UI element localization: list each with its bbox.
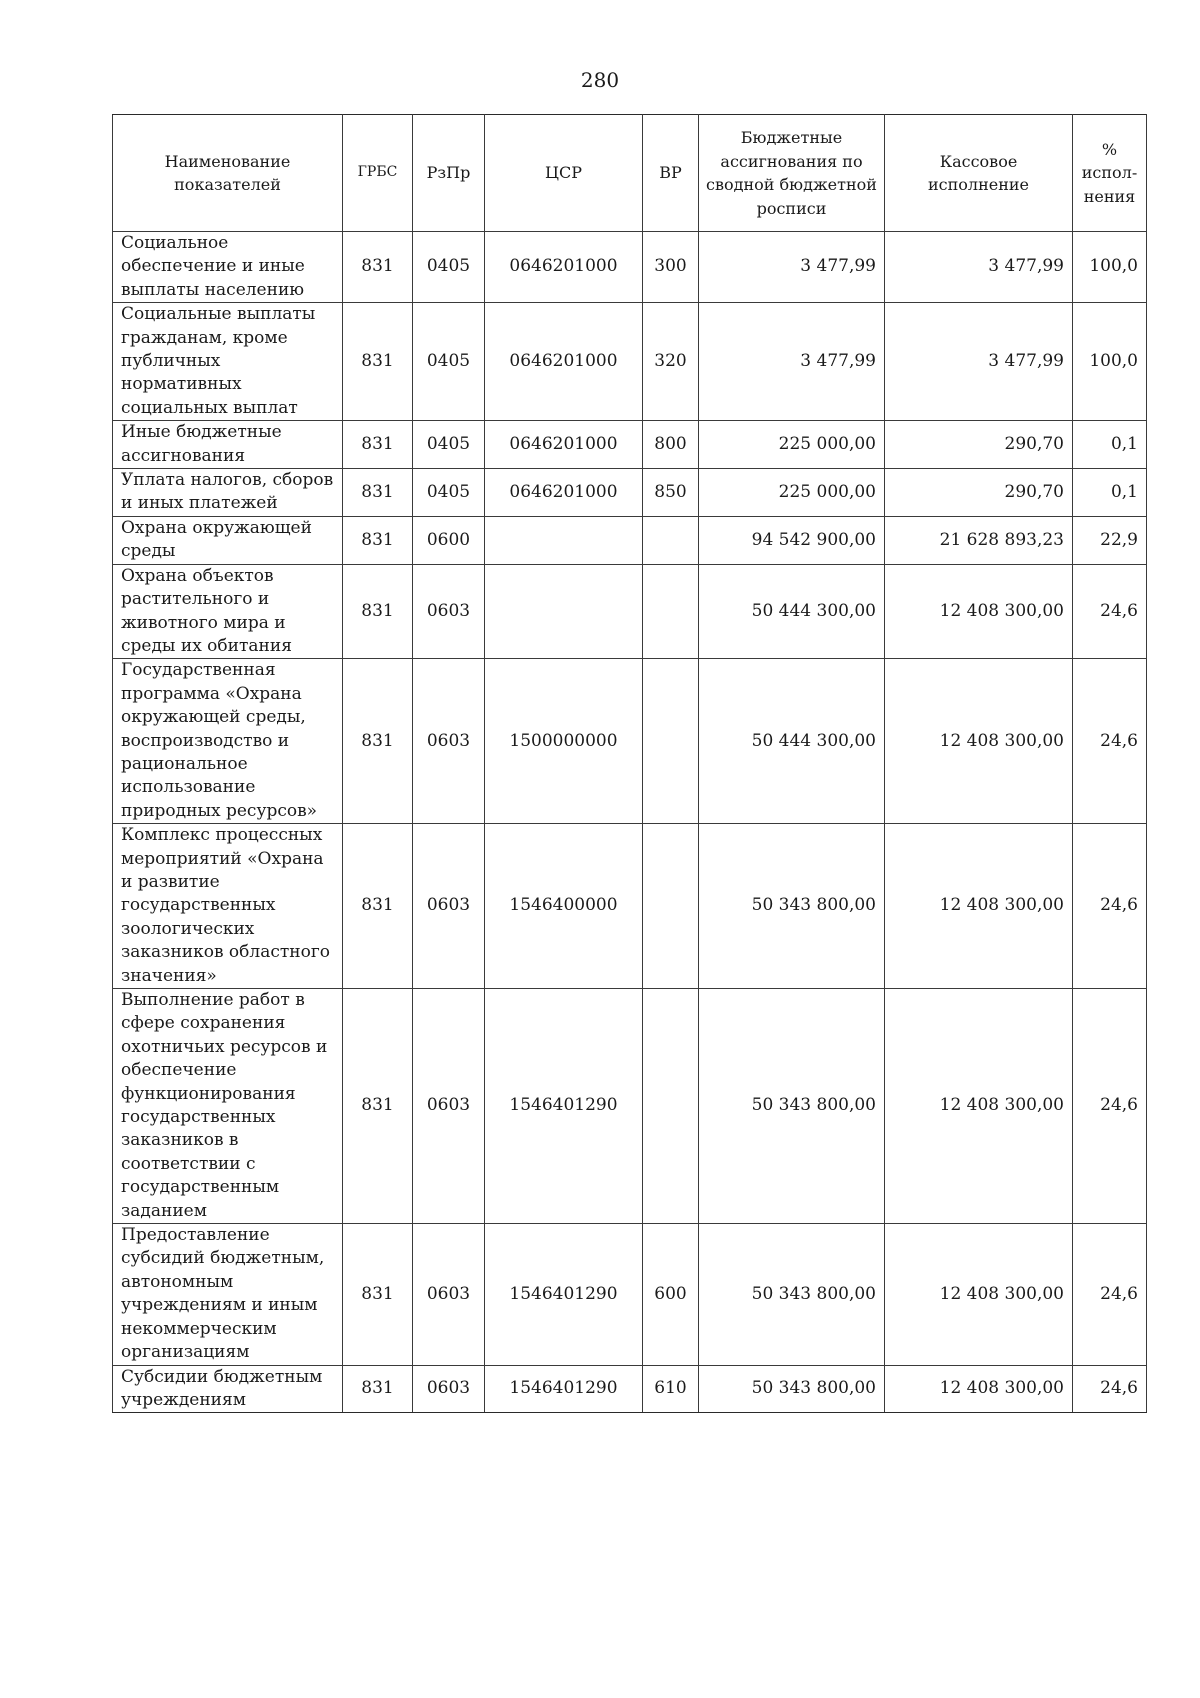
cell-grbs: 831 [343,421,413,469]
cell-cash-execution: 290,70 [885,469,1073,517]
cell-cash-execution: 12 408 300,00 [885,989,1073,1224]
cell-assignments: 225 000,00 [699,469,885,517]
table-row [113,469,1147,517]
cell-cash-execution: 12 408 300,00 [885,824,1073,989]
cell-rzpr: 0405 [413,232,485,303]
cell-percent-execution: 24,6 [1073,1224,1147,1365]
header-rzpr: РзПр [413,115,485,232]
cell-grbs: 831 [343,303,413,421]
cell-percent-execution: 100,0 [1073,303,1147,421]
cell-cash-execution: 3 477,99 [885,303,1073,421]
cell-csr: 0646201000 [485,469,643,517]
table-row [113,1365,1147,1413]
cell-grbs: 831 [343,232,413,303]
cell-grbs: 831 [343,516,413,564]
cell-vr: 610 [643,1365,699,1413]
table-row [113,1224,1147,1365]
table-row [113,421,1147,469]
cell-vr [643,989,699,1224]
cell-vr: 320 [643,303,699,421]
cell-csr: 1546401290 [485,1365,643,1413]
cell-rzpr: 0603 [413,989,485,1224]
cell-vr [643,516,699,564]
table-row [113,303,1147,421]
cell-grbs: 831 [343,659,413,824]
cell-csr: 0646201000 [485,303,643,421]
cell-vr: 300 [643,232,699,303]
cell-percent-execution: 0,1 [1073,421,1147,469]
cell-percent-execution: 22,9 [1073,516,1147,564]
table-row [113,564,1147,659]
cell-csr: 1546401290 [485,1224,643,1365]
cell-vr [643,659,699,824]
cell-assignments: 94 542 900,00 [699,516,885,564]
cell-percent-execution: 24,6 [1073,564,1147,659]
table-body [113,232,1147,1413]
cell-rzpr: 0603 [413,659,485,824]
cell-assignments: 50 343 800,00 [699,1365,885,1413]
cell-cash-execution: 12 408 300,00 [885,1224,1073,1365]
header-percent-execution: % испол-нения [1073,115,1147,232]
cell-cash-execution: 3 477,99 [885,232,1073,303]
cell-cash-execution: 12 408 300,00 [885,1365,1073,1413]
table-row [113,232,1147,303]
header-vr: ВР [643,115,699,232]
cell-percent-execution: 24,6 [1073,659,1147,824]
cell-csr: 0646201000 [485,232,643,303]
cell-name: Субсидии бюджетным учреждениям [113,1365,343,1413]
cell-cash-execution: 21 628 893,23 [885,516,1073,564]
cell-rzpr: 0600 [413,516,485,564]
cell-vr: 600 [643,1224,699,1365]
cell-rzpr: 0405 [413,469,485,517]
cell-percent-execution: 100,0 [1073,232,1147,303]
cell-grbs: 831 [343,564,413,659]
table-row [113,989,1147,1224]
cell-rzpr: 0405 [413,303,485,421]
table-row [113,516,1147,564]
cell-vr [643,824,699,989]
table-row [113,659,1147,824]
cell-assignments: 3 477,99 [699,303,885,421]
cell-name: Государственная программа «Охрана окружающей среды, воспроизводство и рациональное использование природных ресурсов» [113,659,343,824]
header-name: Наименование показателей [113,115,343,232]
page-number: 280 [580,68,620,92]
cell-name: Социальное обеспечение и иные выплаты населению [113,232,343,303]
header-grbs: ГРБС [343,115,413,232]
cell-name: Выполнение работ в сфере сохранения охотничьих ресурсов и обеспечение функционирования государственных заказников в соответствии с государственным заданием [113,989,343,1224]
cell-name: Охрана окружающей среды [113,516,343,564]
table-row [113,824,1147,989]
cell-csr: 1546401290 [485,989,643,1224]
cell-name: Уплата налогов, сборов и иных платежей [113,469,343,517]
cell-assignments: 3 477,99 [699,232,885,303]
cell-rzpr: 0603 [413,1365,485,1413]
cell-vr [643,564,699,659]
cell-grbs: 831 [343,989,413,1224]
cell-cash-execution: 290,70 [885,421,1073,469]
cell-rzpr: 0603 [413,1224,485,1365]
cell-csr [485,516,643,564]
cell-vr: 850 [643,469,699,517]
cell-assignments: 50 343 800,00 [699,989,885,1224]
cell-grbs: 831 [343,1365,413,1413]
cell-csr: 0646201000 [485,421,643,469]
budget-execution-table [112,114,1147,1413]
cell-csr: 1500000000 [485,659,643,824]
cell-vr: 800 [643,421,699,469]
cell-name: Комплекс процессных мероприятий «Охрана и развитие государственных зоологических заказников областного значения» [113,824,343,989]
cell-csr: 1546400000 [485,824,643,989]
cell-grbs: 831 [343,1224,413,1365]
cell-cash-execution: 12 408 300,00 [885,659,1073,824]
cell-assignments: 225 000,00 [699,421,885,469]
cell-csr [485,564,643,659]
cell-assignments: 50 343 800,00 [699,824,885,989]
cell-cash-execution: 12 408 300,00 [885,564,1073,659]
cell-assignments: 50 444 300,00 [699,564,885,659]
cell-rzpr: 0405 [413,421,485,469]
cell-name: Социальные выплаты гражданам, кроме публичных нормативных социальных выплат [113,303,343,421]
header-cash-execution: Кассовое исполнение [885,115,1073,232]
cell-percent-execution: 0,1 [1073,469,1147,517]
cell-name: Охрана объектов растительного и животного мира и среды их обитания [113,564,343,659]
header-csr: ЦСР [485,115,643,232]
cell-rzpr: 0603 [413,824,485,989]
cell-grbs: 831 [343,824,413,989]
cell-grbs: 831 [343,469,413,517]
cell-name: Предоставление субсидий бюджетным, автономным учреждениям и иным некоммерческим организациям [113,1224,343,1365]
table-header-row [113,115,1147,232]
cell-percent-execution: 24,6 [1073,1365,1147,1413]
cell-rzpr: 0603 [413,564,485,659]
cell-assignments: 50 444 300,00 [699,659,885,824]
cell-percent-execution: 24,6 [1073,824,1147,989]
cell-assignments: 50 343 800,00 [699,1224,885,1365]
cell-percent-execution: 24,6 [1073,989,1147,1224]
cell-name: Иные бюджетные ассигнования [113,421,343,469]
header-assignments: Бюджетные ассигнования по сводной бюджетной росписи [699,115,885,232]
